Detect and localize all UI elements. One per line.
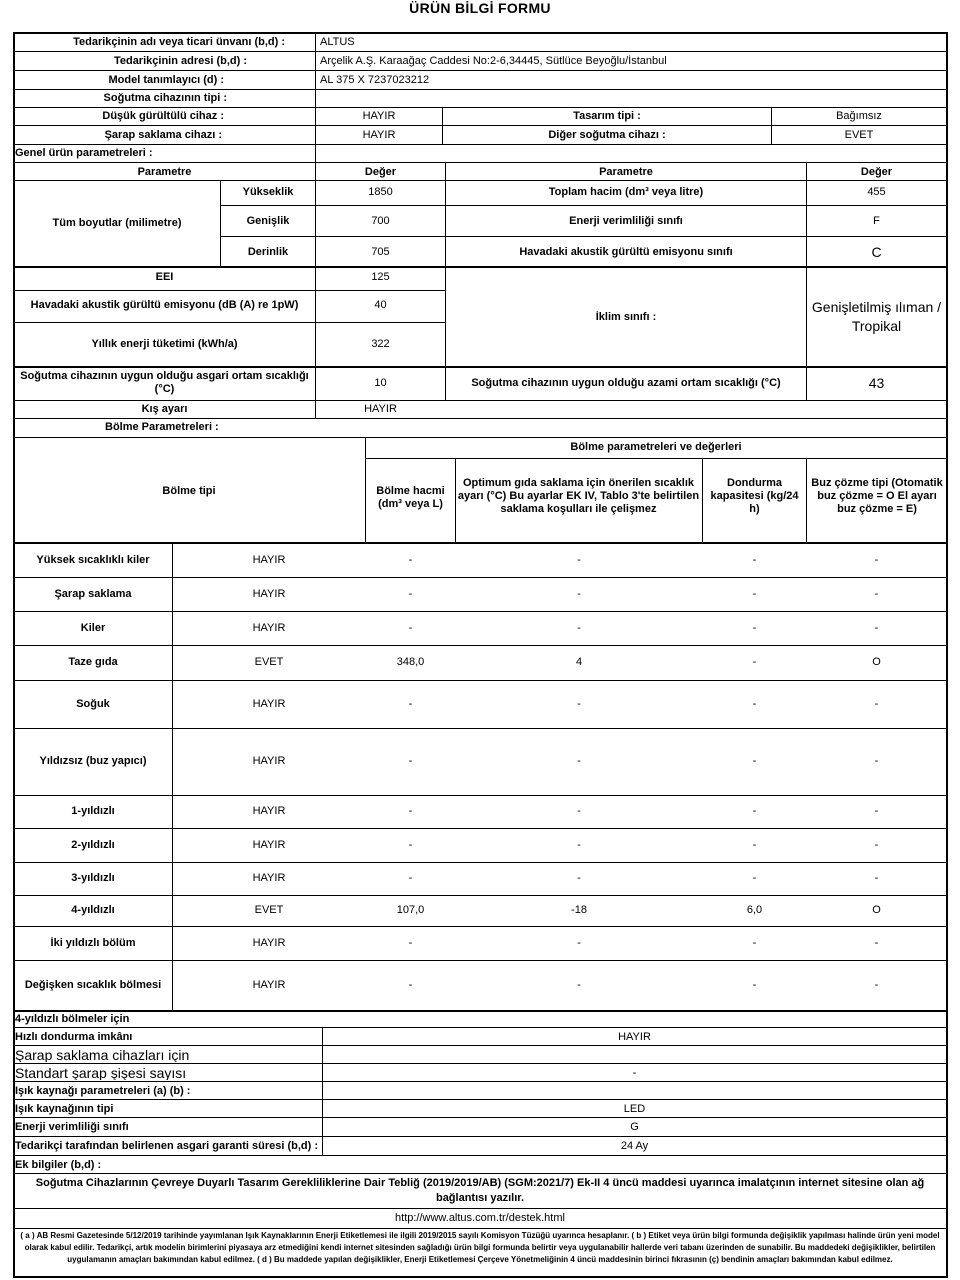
footnote-text: ( a ) AB Resmi Gazetesinde 5/12/2019 tarihinde yayımlanan Işık Kaynaklarının Enerji Etiketlemesi ile ilgili 2019/2015 sayılı Komisyon Tüzüğü uyarınca hesaplanır. ( b ) Etiket veya ürün bilgi formunda değişiklik yapılması halinde ürün yeni model olarak kabul edilir. Tedarikçi, artık modelin birimlerini piyasaya arz etmediğini kendi internet sitesinden sağladığı ürün bilgi formunda belirtir veya uygulanabilir hallerde veri tabanı üzerinden de sunabilir. Bu maddedeki değişiklikler, belirtilen uygulamanın amaçları bakımından kabul edilmez. ( d ) Bu maddede yapılan değişiklikler, Enerji Etiketlemesi Çerçeve Yönetmeliğinin 4 üncü maddesinin birinci fıkrasının (ç) bendinin amaçları bakımından kabul edilmez. [20,1231,940,1264]
supplier-address-label: Tedarikçinin adresi (b,d) : [113,55,247,67]
compartment-temp: - [577,554,581,566]
fast-freeze-value: HAYIR [618,1031,651,1043]
col-value2-header: Değer [860,166,893,178]
compartment-name: Yıldızsız (buz yapıcı) [39,755,147,767]
wine-bottles-value: - [632,1067,637,1079]
compartments-group-header: Bölme parametreleri ve değerleri [570,441,742,453]
min-temp-value: 10 [374,377,387,389]
noise-db-label: Havadaki akustik gürültü emisyonu (dB (A) re 1pW) [30,299,299,311]
winter-setting-label: Kış ayarı [141,403,188,415]
energy-class-value: F [873,215,880,227]
col-param2-header: Parametre [599,166,653,178]
climate-class-label: İklim sınıfı : [595,311,657,323]
height-value: 1850 [368,186,393,198]
wine-storage-value: HAYIR [362,129,396,141]
form-title: ÜRÜN BİLGİ FORMU [409,0,551,16]
compartment-temp: -18 [571,904,587,916]
compartment-name: 3-yıldızlı [71,872,115,884]
compartment-freeze: - [752,979,757,991]
model-value: AL 375 X 7237023212 [320,74,430,86]
light-type-value: LED [623,1103,646,1115]
compartment-present: HAYIR [252,588,286,600]
height-label: Yükseklik [242,186,294,198]
compartment-defrost: - [874,755,879,767]
compartment-freeze: - [752,554,757,566]
compartment-volume: - [408,872,413,884]
compartment-volume: - [408,839,413,851]
compartment-freeze: - [752,698,757,710]
compartment-present: HAYIR [252,698,286,710]
compartment-defrost: O [872,656,881,668]
wine-storage-label: Şarap saklama cihazı : [104,129,222,141]
compartment-defrost: - [874,937,879,949]
light-class-label: Enerji verimliliği sınıfı [15,1121,129,1133]
compartment-freeze: - [752,937,757,949]
compartment-temp: 4 [575,656,583,668]
compartment-volume: - [408,554,413,566]
fast-freeze-label: Hızlı dondurma imkânı [15,1031,133,1043]
col-param-header: Parametre [137,166,192,178]
compartment-present: EVET [254,904,284,916]
eei-label: EEI [155,271,174,283]
supplier-address-value: Arçelik A.Ş. Karaağaç Caddesi No:2-6,34445, Sütlüce Beyoğlu/İstanbul [320,55,667,67]
noise-class-label: Havadaki akustik gürültü emisyonu sınıfı [519,246,733,258]
compartment-present: EVET [254,656,284,668]
compartment-volume: - [408,698,413,710]
compartment-temp: - [577,979,581,991]
compartment-present: HAYIR [252,979,286,991]
low-noise-label: Düşük gürültülü cihaz : [102,110,224,122]
low-noise-value: HAYIR [362,110,396,122]
compartment-name: 4-yıldızlı [71,904,115,916]
compartment-temp: - [577,755,581,767]
light-class-value: G [630,1121,639,1133]
compartment-freeze: - [752,755,757,767]
wine-bottles-label: Standart şarap şişesi sayısı [15,1066,187,1080]
compartments-section-label: Bölme Parametreleri : [105,421,219,433]
width-value: 700 [371,215,390,227]
depth-label: Derinlik [247,246,289,258]
compartment-volume: - [408,755,413,767]
compartment-freeze: - [752,805,757,817]
noise-db-value: 40 [374,299,387,311]
compartment-temp: - [577,805,581,817]
compartment-volume: - [408,588,413,600]
max-temp-value: 43 [868,376,885,391]
appliance-type-label: Soğutma cihazının tipi : [103,92,227,104]
support-link[interactable]: http://www.altus.com.tr/destek.html [395,1212,565,1224]
annual-energy-value: 322 [371,338,390,350]
compartment-defrost: - [874,839,879,851]
compartment-freeze: - [752,839,757,851]
compartment-present: HAYIR [252,937,286,949]
supplier-name-label: Tedarikçinin adı veya ticari ünvanı (b,d) : [73,36,285,48]
compartment-defrost: - [874,588,879,600]
compartment-volume: - [408,805,413,817]
compartment-name: Şarap saklama [54,588,132,600]
min-temp-label: Soğutma cihazının uygun olduğu asgari ortam sıcaklığı (°C) [20,370,309,395]
compartment-temp: - [577,588,581,600]
compartment-temp: - [577,839,581,851]
compartment-name: Taze gıda [68,656,118,668]
compartment-volume: 348,0 [396,656,425,668]
compartment-temp: - [577,622,581,634]
compartment-name: Yüksek sıcaklıklı kiler [36,554,150,566]
col-compartment-type: Bölme tipi [162,485,216,497]
dimensions-label: Tüm boyutlar (milimetre) [52,217,182,229]
noise-class-value: C [871,245,882,260]
warranty-label: Tedarikçi tarafından belirlenen asgari garanti süresi (b,d) : [15,1140,318,1152]
compartment-freeze: - [752,588,757,600]
compartment-volume: - [408,979,413,991]
light-source-section-label: Işık kaynağı parametreleri (a) (b) : [15,1085,191,1097]
compartment-present: HAYIR [252,805,286,817]
compartment-defrost: - [874,554,879,566]
compartment-present: HAYIR [252,554,286,566]
design-type-label: Tasarım tipi : [573,110,641,122]
energy-class-label: Enerji verimliliği sınıfı [569,215,683,227]
compartment-present: HAYIR [252,839,286,851]
max-temp-label: Soğutma cihazının uygun olduğu azami ortam sıcaklığı (°C) [471,377,781,389]
warranty-value: 24 Ay [620,1140,649,1152]
compartment-volume: 107,0 [396,904,425,916]
winter-setting-value: HAYIR [364,403,397,415]
compartment-temp: - [577,937,581,949]
compartment-defrost: O [872,904,881,916]
compartment-freeze: - [752,622,757,634]
col-freezing-capacity: Dondurma kapasitesi (kg/24 h) [710,477,799,515]
col-defrost-type: Buz çözme tipi (Otomatik buz çözme = O El ayarı buz çözme = E) [811,477,943,515]
climate-class-value: Genişletilmiş ılıman / Tropikal [811,299,942,334]
compartment-name: Kiler [80,622,106,634]
compartment-defrost: - [874,872,879,884]
design-type-value: Bağımsız [836,110,882,122]
compartment-temp: - [577,872,581,884]
supplier-name-value: ALTUS [320,36,355,48]
compartment-volume: - [408,622,413,634]
compartment-present: HAYIR [252,755,286,767]
compartment-defrost: - [874,698,879,710]
total-volume-value: 455 [867,186,886,198]
general-section-label: Genel ürün parametreleri : [15,147,153,159]
compartment-defrost: - [874,979,879,991]
four-star-section-label: 4-yıldızlı bölmeler için [15,1013,130,1025]
col-compartment-volume: Bölme hacmi (dm³ veya L) [376,485,445,510]
compartment-name: 1-yıldızlı [71,805,115,817]
compartment-freeze: 6,0 [746,904,763,916]
total-volume-label: Toplam hacim (dm³ veya litre) [548,186,704,198]
compartment-present: HAYIR [252,872,286,884]
compartment-present: HAYIR [252,622,286,634]
eei-value: 125 [371,271,390,283]
col-value-header: Değer [364,166,397,178]
depth-value: 705 [371,246,390,258]
compartment-temp: - [577,698,581,710]
col-recommended-temp: Optimum gıda saklama için önerilen sıcaklık ayarı (°C) Bu ayarlar EK IV, Tablo 3'te belirtilen saklama koşulları ile çelişmez [457,477,700,515]
compartment-freeze: - [752,656,757,668]
wine-cabinets-section-label: Şarap saklama cihazları için [15,1048,190,1062]
compartment-defrost: - [874,622,879,634]
compartment-freeze: - [752,872,757,884]
compartment-volume: - [408,937,413,949]
other-appliance-value: EVET [844,129,874,141]
width-label: Genişlik [246,215,290,227]
model-label: Model tanımlayıcı (d) : [108,74,224,86]
compartment-name: 2-yıldızlı [71,839,115,851]
extra-info-section-label: Ek bilgiler (b,d) : [15,1159,102,1171]
compartment-name: Soğuk [76,698,110,710]
extra-info-text: Soğutma Cihazlarının Çevreye Duyarlı Tasarım Gerekliliklerine Dair Tebliğ (2019/2019/AB) (SGM:2021/7) Ek-II 4 üncü maddesi uyarınca imalatçının internet sitesine olan ağ bağlantısı yazılır. [35,1177,925,1204]
other-appliance-label: Diğer soğutma cihazı : [548,129,666,141]
compartment-name: İki yıldızlı bölüm [50,937,136,949]
compartment-name: Değişken sıcaklık bölmesi [24,979,162,991]
light-type-label: Işık kaynağının tipi [15,1103,114,1115]
compartment-defrost: - [874,805,879,817]
annual-energy-label: Yıllık enerji tüketimi (kWh/a) [91,338,238,350]
